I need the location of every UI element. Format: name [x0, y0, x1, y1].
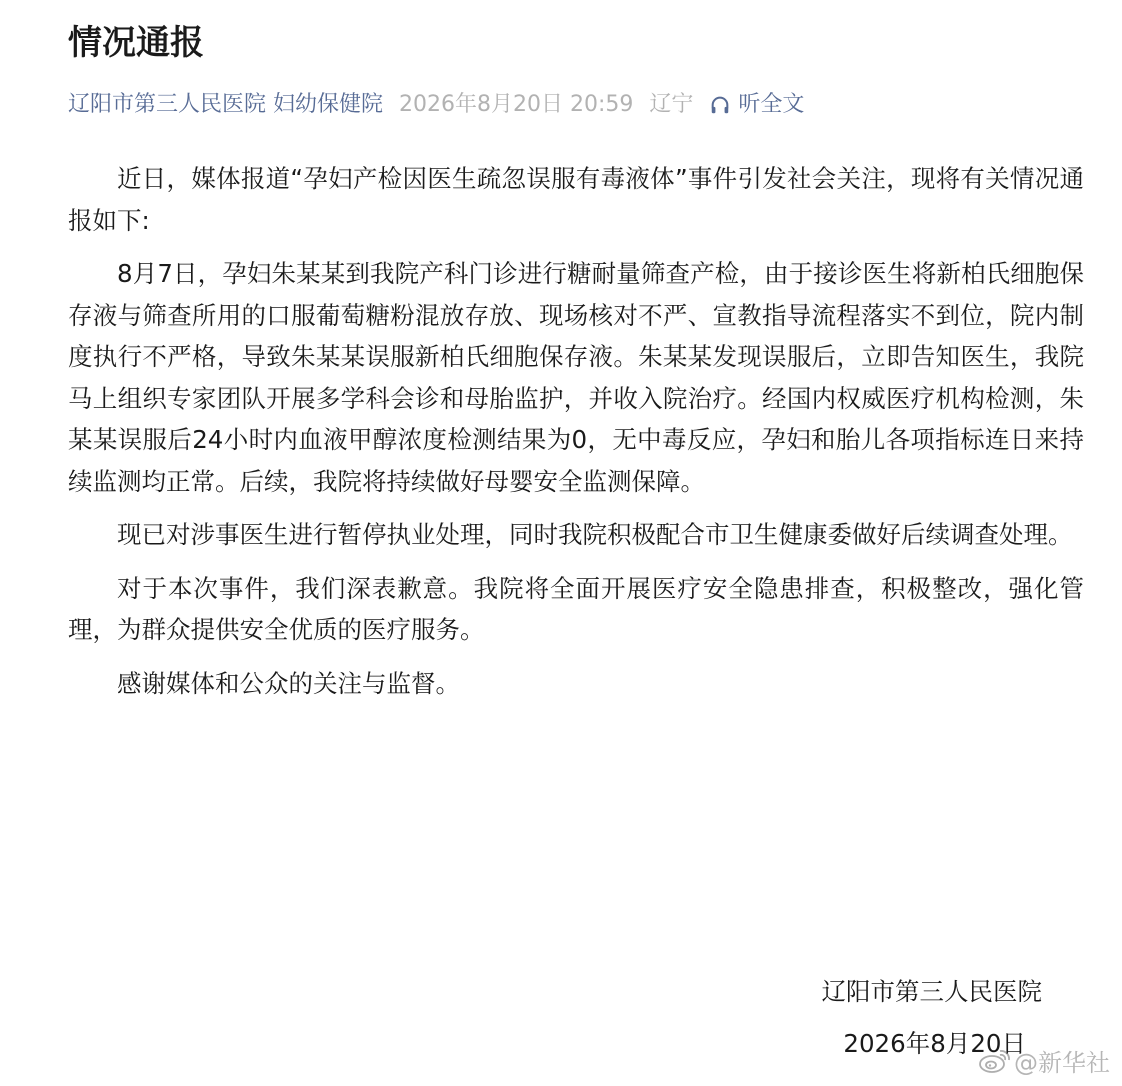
publish-location: 辽宁: [649, 92, 694, 117]
paragraph-3: 现已对涉事医生进行暂停执业处理，同时我院积极配合市卫生健康委做好后续调查处理。: [117, 520, 1073, 549]
watermark: [978, 1043, 1110, 1078]
signature-org: 辽阳市第三人民医院: [821, 977, 1042, 1006]
article: [68, 0, 1084, 716]
weibo-icon: [978, 1047, 1012, 1075]
paragraph-4: 对于本次事件，我们深表歉意。我院将全面开展医疗安全隐患排查，积极整改，强化管理，为群众提供安全优质的医疗服务。: [68, 573, 1084, 644]
account-name-link[interactable]: 辽阳市第三人民医院 妇幼保健院: [68, 92, 383, 117]
publish-time: 2026年8月20日 20:59: [399, 92, 634, 117]
paragraph-1: 近日，媒体报道“孕妇产检因医生疏忽误服有毒液体”事件引发社会关注，现将有关情况通报如下:: [68, 164, 1084, 235]
listen-label: 听全文: [738, 92, 805, 117]
signature-date: 2026年8月20日: [843, 1029, 1026, 1058]
headphones-icon: [709, 94, 731, 116]
watermark-text: @新华社: [1014, 1049, 1110, 1077]
paragraph-2: 8月7日，孕妇朱某某到我院产科门诊进行糖耐量筛查产检，由于接诊医生将新柏氏细胞保存液与筛查所用的口服葡萄糖粉混放存放、现场核对不严、宣教指导流程落实不到位，院内制度执行不严格，导致朱某某误服新柏氏细胞保存液。朱某某发现误服后，立即告知医生，我院马上组织专家团队开展多学科会诊和母胎监护，并收入院治疗。经国内权威医疗机构检测，朱某某误服后24小时内血液甲醇浓度检测结果为0，无中毒反应，孕妇和胎儿各项指标连日来持续监测均正常。后续，我院将持续做好母婴安全监测保障。: [68, 259, 1084, 496]
paragraph-5: 感谢媒体和公众的关注与监督。: [117, 668, 460, 698]
article-title: 情况通报: [68, 23, 204, 63]
listen-button[interactable]: [709, 88, 804, 122]
article-content: [68, 158, 1084, 704]
article-meta: [68, 88, 1084, 122]
